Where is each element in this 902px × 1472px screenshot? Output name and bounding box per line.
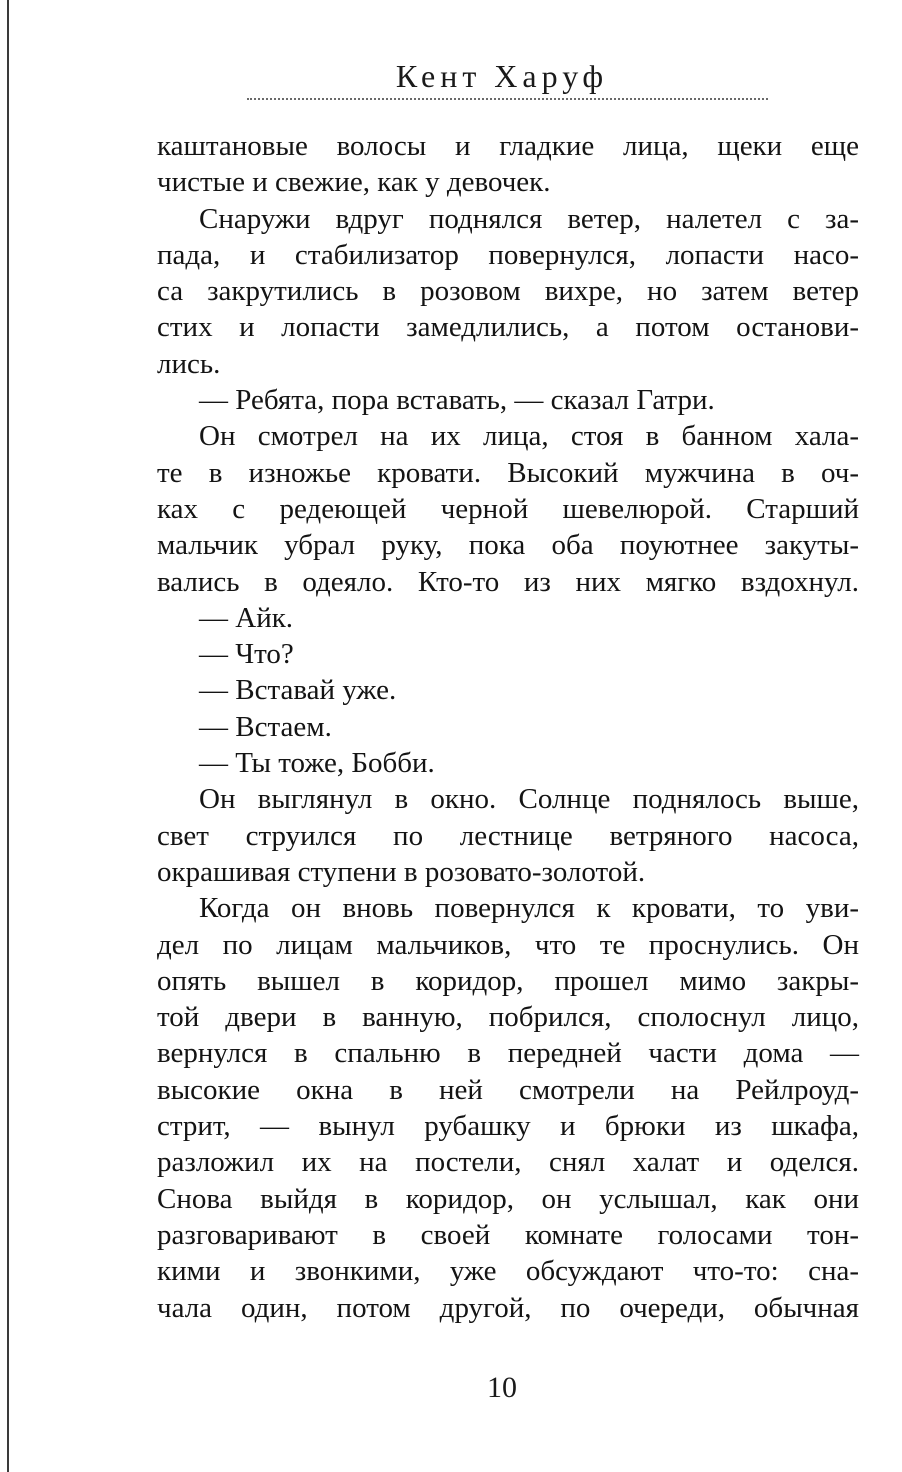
page-number: 10 xyxy=(487,1371,517,1404)
running-head-dotted-rule xyxy=(247,98,768,100)
text-line: каштановые волосы и гладкие лица, щеки еще xyxy=(157,130,859,162)
text-line: — Встаем. xyxy=(199,710,332,743)
text-line: — Айк. xyxy=(199,601,294,634)
text-line: свет струился по лестнице ветряного насоса, xyxy=(157,819,859,852)
text-line: — Ты тоже, Бобби. xyxy=(199,747,435,780)
text-line: кими и звонкими, уже обсуждают что-то: сна- xyxy=(157,1255,859,1288)
text-line: — Что? xyxy=(199,638,294,671)
text-line: лись. xyxy=(157,347,221,380)
text-line: той двери в ванную, побрился, сполоснул лицо, xyxy=(157,1001,859,1034)
text-line: са закрутились в розовом вихре, но затем ветер xyxy=(157,275,859,308)
text-line: мальчик убрал руку, пока оба поуютнее закуты- xyxy=(157,529,859,562)
text-line: Когда он вновь повернулся к кровати, то уви- xyxy=(199,892,859,925)
text-line: те в изножье кровати. Высокий мужчина в оч- xyxy=(157,456,859,489)
text-line: Он смотрел на их лица, стоя в банном хала- xyxy=(199,420,859,453)
text-line: дел по лицам мальчиков, что те проснулись. Он xyxy=(157,928,859,961)
text-line: вались в одеяло. Кто-то из них мягко вздохнул. xyxy=(157,565,859,598)
text-line: Снова выйдя в коридор, он услышал, как они xyxy=(157,1182,859,1215)
text-line: Он выглянул в окно. Солнце поднялось выше, xyxy=(199,783,859,816)
text-line: чистые и свежие, как у девочек. xyxy=(157,166,551,199)
text-line: разговаривают в своей комнате голосами тон- xyxy=(157,1218,859,1251)
text-line: чала один, потом другой, по очереди, обычная xyxy=(157,1291,859,1324)
text-line: пада, и стабилизатор повернулся, лопасти насо- xyxy=(157,238,859,271)
running-head-author: Кент Харуф xyxy=(395,58,609,94)
text-line: ках с редеющей черной шевелюрой. Старший xyxy=(157,492,859,525)
text-line: — Вставай уже. xyxy=(199,674,397,707)
text-line: вернулся в спальню в передней части дома — xyxy=(157,1037,859,1070)
text-line: стих и лопасти замедлились, а потом останови- xyxy=(157,311,859,344)
body-text xyxy=(157,128,859,1326)
text-line: опять вышел в коридор, прошел мимо закры- xyxy=(157,964,859,997)
text-line: — Ребята, пора вставать, — сказал Гатри. xyxy=(199,384,715,417)
text-line: высокие окна в ней смотрели на Рейлроуд- xyxy=(157,1073,859,1106)
text-line: Снаружи вдруг поднялся ветер, налетел с за- xyxy=(199,202,859,235)
text-line: разложил их на постели, снял халат и оделся. xyxy=(157,1146,859,1179)
page-edge-line xyxy=(7,0,9,1472)
text-line: окрашивая ступени в розовато-золотой. xyxy=(157,855,646,888)
text-line: стрит, — вынул рубашку и брюки из шкафа, xyxy=(157,1110,859,1143)
